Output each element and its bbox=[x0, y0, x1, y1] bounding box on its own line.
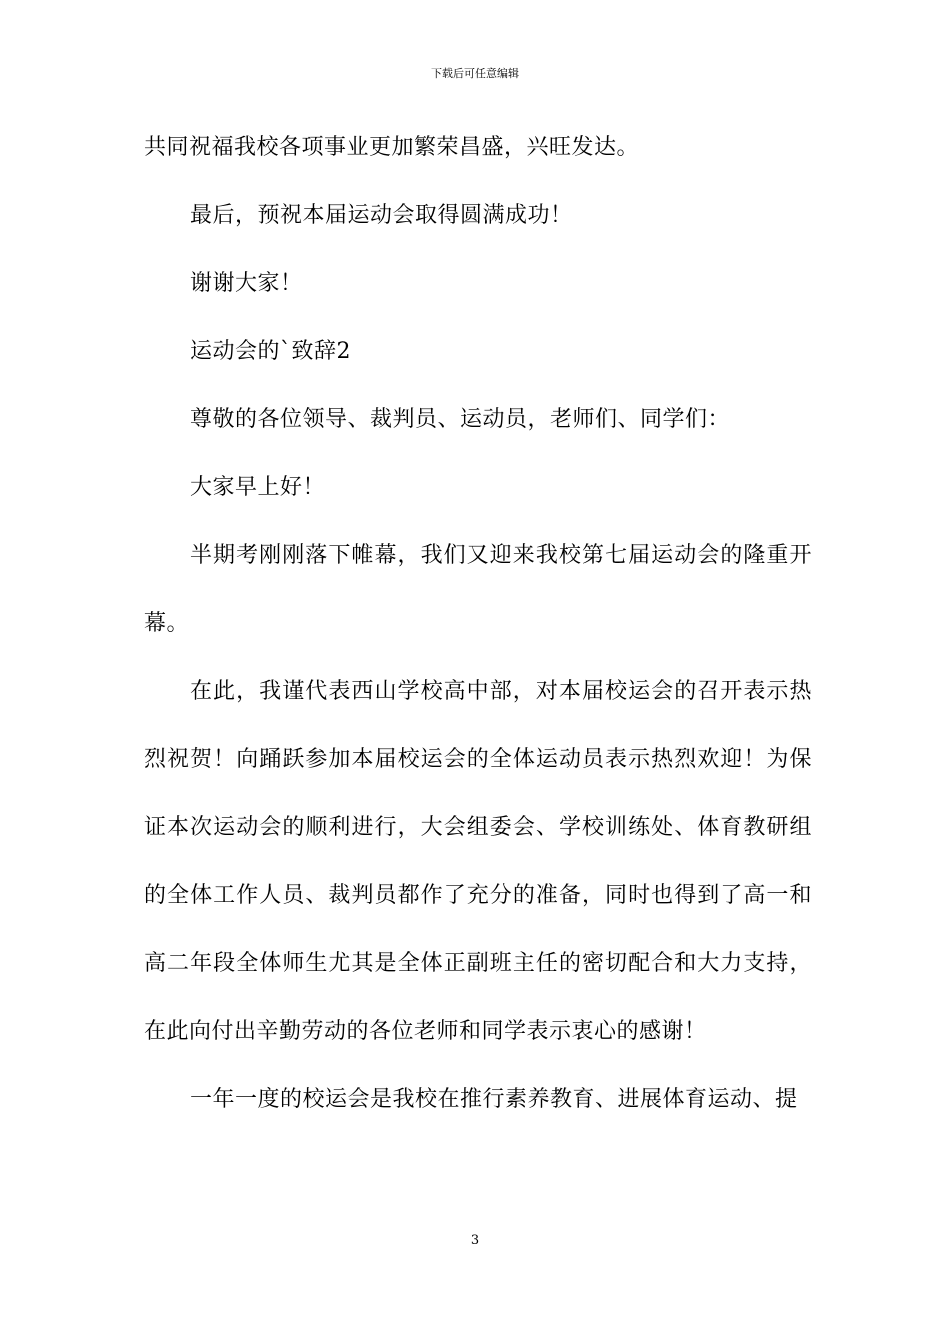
document-body bbox=[144, 128, 812, 1148]
paragraph: 共同祝福我校各项事业更加繁荣昌盛，兴旺发达。 bbox=[144, 135, 640, 160]
paragraph: 一年一度的校运会是我校在推行素养教育、进展体育运动、提 bbox=[190, 1087, 798, 1112]
salutation: 尊敬的各位领导、裁判员、运动员，老师们、同学们： bbox=[190, 407, 731, 432]
page-number: 3 bbox=[470, 1233, 480, 1248]
paragraph: 谢谢大家！ bbox=[190, 271, 303, 296]
paragraph: 最后，预祝本届运动会取得圆满成功！ bbox=[190, 203, 573, 228]
paragraph: 在此，我谨代表西山学校高中部，对本届校运会的召开表示热烈祝贺！向踊跃参加本届校运会的全体运动员表示热烈欢迎！为保证本次运动会的顺利进行，大会组委会、学校训练处、体育教研组的全体工作人员、裁判员都作了充分的准备，同时也得到了高一和高二年段全体师生尤其是全体正副班主任的密切配合和大力支持，在此向付出辛勤劳动的各位老师和同学表示衷心的感谢！ bbox=[144, 679, 812, 1044]
greeting: 大家早上好！ bbox=[190, 475, 326, 500]
page-header: 下载后可任意编辑 bbox=[431, 67, 519, 80]
section-heading: 运动会的`致辞2 bbox=[190, 339, 351, 364]
paragraph: 半期考刚刚落下帷幕，我们又迎来我校第七届运动会的隆重开幕。 bbox=[144, 543, 812, 636]
